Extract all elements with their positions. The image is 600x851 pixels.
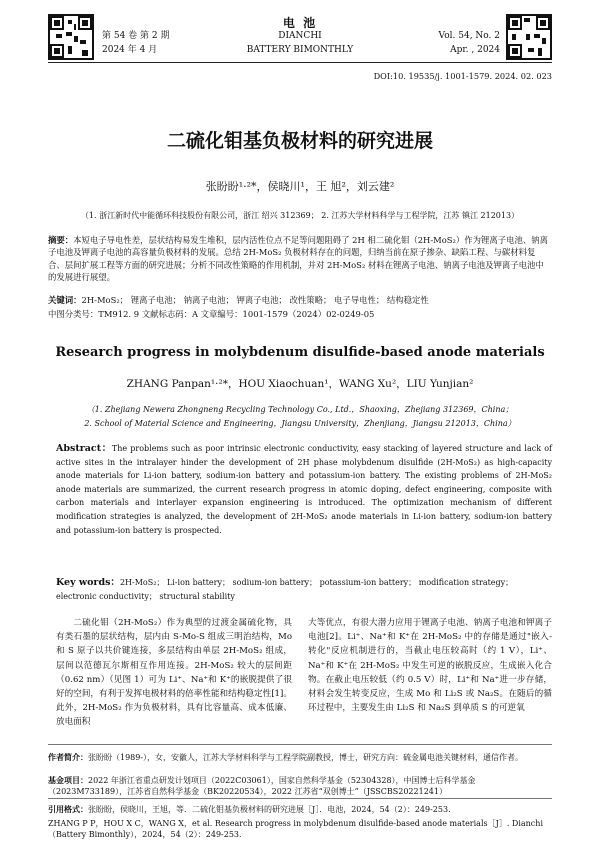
keywords-cn-text: 2H-MoS₂； 锂离子电池； 钠离子电池； 钾离子电池； 改性策略； 电子导电性； 结构稳定性	[81, 295, 429, 305]
header-rule	[48, 62, 552, 63]
abstract-cn-text: 本短电子导电性差，层状结构易发生堆积，层内活性位点不足等问题阻碍了 2H 相二硫化钼（2H-MoS₂）作为锂离子电池、钠离子电池及钾离子电池的高容量负极材料的发展。总结 2H-MoS₂ 负极材料存在的问题，归纳当前在原子掺杂、缺陷工程、与碳材料复合、层间扩展工程等方面的研究进展；分析不同改性策略的作用机制，并对 2H-MoS₂ 材料在锂离子电池、钠离子电池及钾离子电池中的发展进行展望。	[48, 235, 549, 283]
footnote-author	[48, 752, 552, 763]
journal-title-en-full: BATTERY BIMONTHLY	[246, 45, 354, 55]
citation-rule	[48, 798, 552, 799]
affiliation-cn: （1. 浙江新时代中能循环科技股份有限公司，浙江 绍兴 312369； 2. 江苏大学材料科学与工程学院，江苏 镇江 212013）	[80, 211, 520, 220]
page-title-en: Research progress in molybdenum disulfide-based anode materials	[55, 345, 545, 360]
authors-en: ZHANG Panpan¹·²*，HOU Xiaochuan¹，WANG Xu²，LIU Yunjian²	[126, 378, 474, 390]
footnote-fund-text: 2022 年浙江省重点研发计划项目（2022C03061），国家自然科学基金（52304328），中国博士后科学基金（2023M733189），江苏省自然科学基金（BK20220534），2022 江苏省“双创博士”（JSSCBS20221241）	[48, 776, 476, 796]
abstract-en-label: Abstract：	[56, 443, 112, 454]
citation-en: ZHANG P P，HOU X C，WANG X，et al. Research progress in molybdenum disulfide-based anode materials［J］. Dianchi（Battery Bimonthly），2024，54（2）：249-253.	[48, 819, 543, 839]
date-cn: 2024 年 4 月	[102, 45, 158, 55]
volume-en: Vol. 54, No. 2	[438, 31, 500, 41]
citation-cn	[48, 804, 552, 815]
authors-cn: 张盼盼¹·²*，侯晓川¹，王 旭²，刘云建²	[205, 180, 395, 193]
qr-code-left-icon	[50, 16, 92, 58]
volume-cn: 第 54 卷 第 2 期	[102, 31, 170, 41]
citation-cn-label: 引用格式：	[48, 805, 88, 814]
page-title-cn: 二硫化钼基负极材料的研究进展	[166, 130, 433, 152]
footnote-rule	[48, 744, 552, 745]
journal-title-en: DIANCHI	[278, 31, 322, 41]
date-en: Apr. , 2024	[450, 45, 500, 55]
abstract-cn-label: 摘要：	[48, 235, 74, 245]
footnote-fund	[48, 775, 552, 797]
keywords-cn	[48, 294, 552, 306]
doi: DOI:10. 19535/j. 1001-1579. 2024. 02. 023	[373, 71, 552, 81]
body-column-right: 大等优点，有很大潜力应用于锂离子电池、钠离子电池和钾离子电池[2]。Li⁺、Na⁺和 K⁺在 2H-MoS₂ 中的存储是通过"嵌入-转化"反应机制进行的，当截止电压较高时（约 1 V），Li⁺、Na⁺和 K⁺在 2H-MoS₂ 中发生可逆的嵌脱反应，生成嵌入化合物。在截止电压较低（约 0.5 V）时，Li⁺和 Na⁺进一步存储，材料会发生转变反应，生成 Mo 和 Li₂S 或 Na₂S。在随后的循环过程中，主要发生由 Li₂S 和 Na₂S 到单质 S 的可逆氧	[308, 618, 552, 714]
abstract-cn	[48, 234, 552, 284]
qr-code-left	[48, 14, 94, 60]
citation-cn-text: 张盼盼，侯晓川，王旭，等．二硫化钼基负极材料的研究进展［J］．电池，2024，54（2）：249-253.	[88, 805, 451, 814]
footnote-fund-label: 基金项目：	[48, 776, 88, 785]
keywords-en-text: 2H-MoS₂； Li-ion battery； sodium-ion battery； potassium-ion battery； modification strategy； electronic conductivity； structural stability	[56, 578, 514, 601]
qr-code-right	[506, 14, 552, 60]
keywords-en	[56, 576, 552, 603]
affiliation-en-1: （1. Zhejiang Newera Zhongneng Recycling Technology Co., Ltd.，Shaoxing，Zhejiang 312369，China；	[86, 405, 514, 414]
footnote-author-text: 张盼盼（1989-），女，安徽人，江苏大学材料科学与工程学院副教授，博士，研究方向：硫金属电池关键材料，通信作者。	[88, 753, 524, 762]
classification-cn: 中图分类号：TM912. 9 文献标志码：A 文章编号：1001-1579（2024）02-0249-05	[48, 309, 375, 319]
abstract-en-text: The problems such as poor intrinsic electronic conductivity, easy stacking of layered structure and lack of active sites in the intralayer hinder the development of 2H phase molybdenum disulfide (2H-MoS₂) as high-capacity anode materials for Li-ion battery, sodium-ion battery and potassium-ion battery. The existing problems of 2H-MoS₂ anode materials are summarized, the current research progress in atomic doping, defect engineering, composite with carbon materials and interlayer expansion engineering is introduced. The optimization mechanism of different modification strategies is analyzed, the development of 2H-MoS₂ anode materials in Li-ion battery, sodium-ion battery and potassium-ion battery is prospected.	[56, 444, 552, 535]
keywords-cn-label: 关键词：	[48, 295, 82, 305]
abstract-en	[56, 442, 552, 537]
keywords-en-label: Key words：	[56, 577, 120, 588]
body-column-left: 二硫化钼（2H-MoS₂）作为典型的过渡金属硫化物，具有类石墨的层状结构，层内由 S-Mo-S 组成三明治结构，Mo 和 S 原子以共价键连接，多层结构由单层 2H-MoS₂ 组成，层间以范德瓦尔斯相互作用连接。2H-MoS₂ 较大的层间距（0.62 nm）（见图 1）可为 Li⁺、Na⁺和 K⁺的嵌脱提供了很好的空间，有利于发挥电极材料的倍率性能和结构稳定性[1]。此外，2H-MoS₂ 作为负极材料，具有比容量高、成本低廉、放电面积	[56, 618, 292, 728]
journal-title-cn: 电 池	[282, 16, 318, 30]
affiliation-en-2: 2. School of Material Science and Engineering，Jiangsu University，Zhenjiang，Jiangsu 212013，China）	[84, 419, 516, 428]
qr-code-right-icon	[508, 16, 550, 58]
footnote-author-label: 作者简介：	[48, 753, 88, 762]
